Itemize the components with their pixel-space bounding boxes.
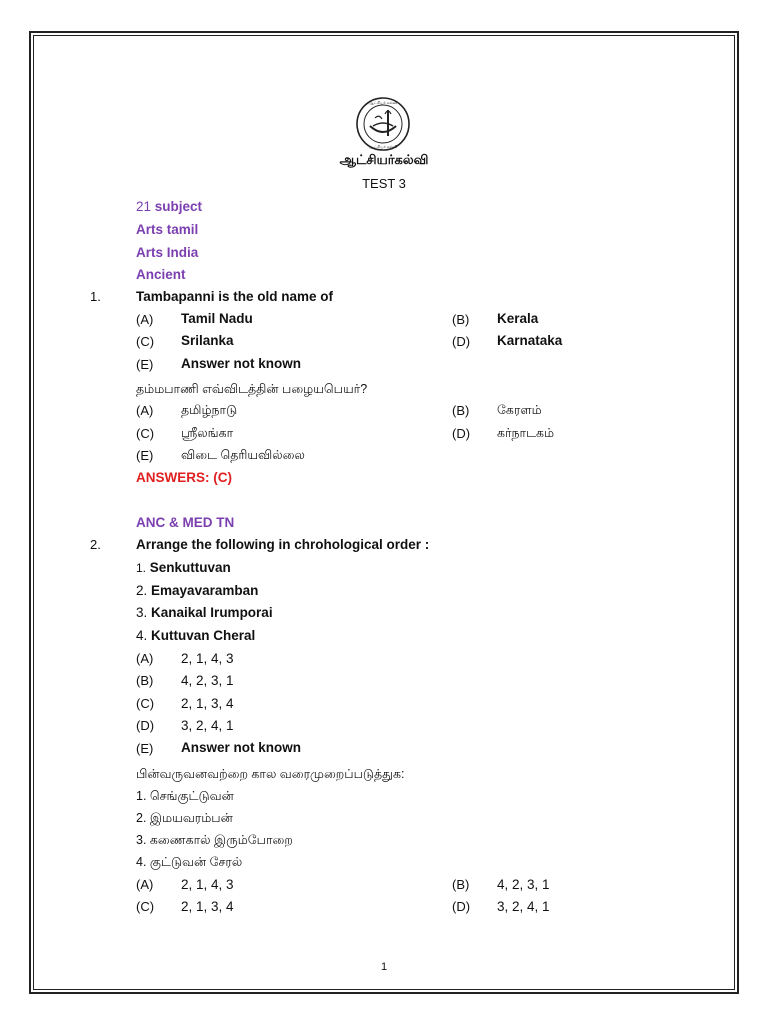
q2-item-tamil: 1. செங்குட்டுவன் — [136, 789, 234, 803]
q2-item-number: 4. — [136, 628, 148, 643]
q2-option-ta-text: 2, 1, 3, 4 — [181, 899, 234, 914]
q2-option-text: 3, 2, 4, 1 — [181, 718, 234, 733]
q2-option-ta-text: 4, 2, 3, 1 — [497, 877, 550, 892]
q2-option-key: (A) — [136, 651, 154, 666]
q2-option-ta-key: (B) — [452, 877, 470, 892]
q1-answer: ANSWERS: (C) — [136, 470, 232, 485]
brand-title: ஆட்சியர்கல்வி — [339, 152, 429, 167]
q1-option-ta-key: (D) — [452, 426, 471, 441]
subject-number: 21 — [136, 199, 152, 214]
q1-option-text: Kerala — [497, 311, 539, 326]
emblem-seal-icon — [355, 96, 411, 152]
q1-option-key: (B) — [452, 312, 470, 327]
arts-tamil-tag: Arts tamil — [136, 222, 199, 237]
test-title: TEST 3 — [362, 176, 406, 191]
q1-option-key: (E) — [136, 357, 154, 372]
q1-option-ta-key: (A) — [136, 403, 154, 418]
q1-option-key: (D) — [452, 334, 471, 349]
q2-item — [136, 627, 255, 645]
q2-item-text: Emayavaramban — [151, 583, 259, 598]
q1-number: 1. — [90, 289, 101, 304]
svg-text:ஆட்சியர் கல்வி: ஆட்சியர் கல்வி — [368, 144, 398, 149]
q2-item-text: Senkuttuvan — [149, 560, 231, 575]
q2-item-text: Kanaikal Irumporai — [151, 605, 273, 620]
q2-item-number: 2. — [136, 583, 148, 598]
q1-option-ta-text: கர்நாடகம் — [497, 426, 555, 440]
q1-option-ta-text: ஸ்ரீலங்கா — [181, 426, 234, 440]
q2-option-ta-key: (A) — [136, 877, 154, 892]
q2-item-tamil: 3. கணைகால் இரும்போறை — [136, 833, 293, 847]
q2-option-text: 2, 1, 3, 4 — [181, 696, 234, 711]
q2-item-number: 3. — [136, 605, 148, 620]
q1-option-text: Srilanka — [181, 333, 234, 348]
section-tag: ANC & MED TN — [136, 515, 235, 530]
q1-option-ta-text: விடை தெரியவில்லை — [181, 448, 305, 462]
q2-item — [136, 559, 231, 577]
q2-item-text: Kuttuvan Cheral — [151, 628, 256, 643]
q2-option-text: Answer not known — [181, 740, 302, 755]
q2-option-ta-text: 3, 2, 4, 1 — [497, 899, 550, 914]
q2-item-tamil: 4. குட்டுவன் சேரல் — [136, 855, 243, 869]
q2-question: Arrange the following in chrohological order : — [136, 537, 430, 552]
q1-option-ta-key: (B) — [452, 403, 470, 418]
q1-option-ta-text: கேரளம் — [497, 403, 542, 417]
q2-option-text: 4, 2, 3, 1 — [181, 673, 234, 688]
subject-tag — [136, 198, 202, 216]
svg-text:ஆட்சியர் கல்வி: ஆட்சியர் கல்வி — [368, 100, 398, 105]
q2-option-key: (C) — [136, 696, 155, 711]
q2-item — [136, 582, 258, 600]
q1-option-ta-key: (E) — [136, 448, 154, 463]
q2-question-tamil: பின்வருவனவற்றை கால வரைமுறைப்படுத்துக: — [136, 767, 405, 781]
page-number: 1 — [380, 961, 388, 973]
q1-option-text: Tamil Nadu — [181, 311, 253, 326]
q2-option-ta-key: (C) — [136, 899, 155, 914]
q1-option-key: (C) — [136, 334, 155, 349]
q2-item-number: 1. — [136, 561, 147, 575]
q1-option-text: Answer not known — [181, 356, 302, 371]
q2-option-text: 2, 1, 4, 3 — [181, 651, 234, 666]
q1-option-text: Karnataka — [497, 333, 563, 348]
q2-number: 2. — [90, 537, 101, 552]
q1-question: Tambapanni is the old name of — [136, 289, 334, 304]
q2-option-ta-key: (D) — [452, 899, 471, 914]
q2-option-key: (E) — [136, 741, 154, 756]
ancient-tag: Ancient — [136, 267, 186, 282]
q1-option-ta-text: தமிழ்நாடு — [181, 403, 238, 417]
q1-option-ta-key: (C) — [136, 426, 155, 441]
q2-item — [136, 604, 273, 622]
subject-word: subject — [151, 199, 203, 214]
q1-option-key: (A) — [136, 312, 154, 327]
q2-item-tamil: 2. இமயவரம்பன் — [136, 811, 233, 825]
q2-option-key: (B) — [136, 673, 154, 688]
arts-india-tag: Arts India — [136, 245, 199, 260]
q2-option-ta-text: 2, 1, 4, 3 — [181, 877, 234, 892]
q2-option-key: (D) — [136, 718, 155, 733]
q1-question-tamil: தம்மபாணி எவ்விடத்தின் பழையபெயர்? — [136, 382, 368, 396]
